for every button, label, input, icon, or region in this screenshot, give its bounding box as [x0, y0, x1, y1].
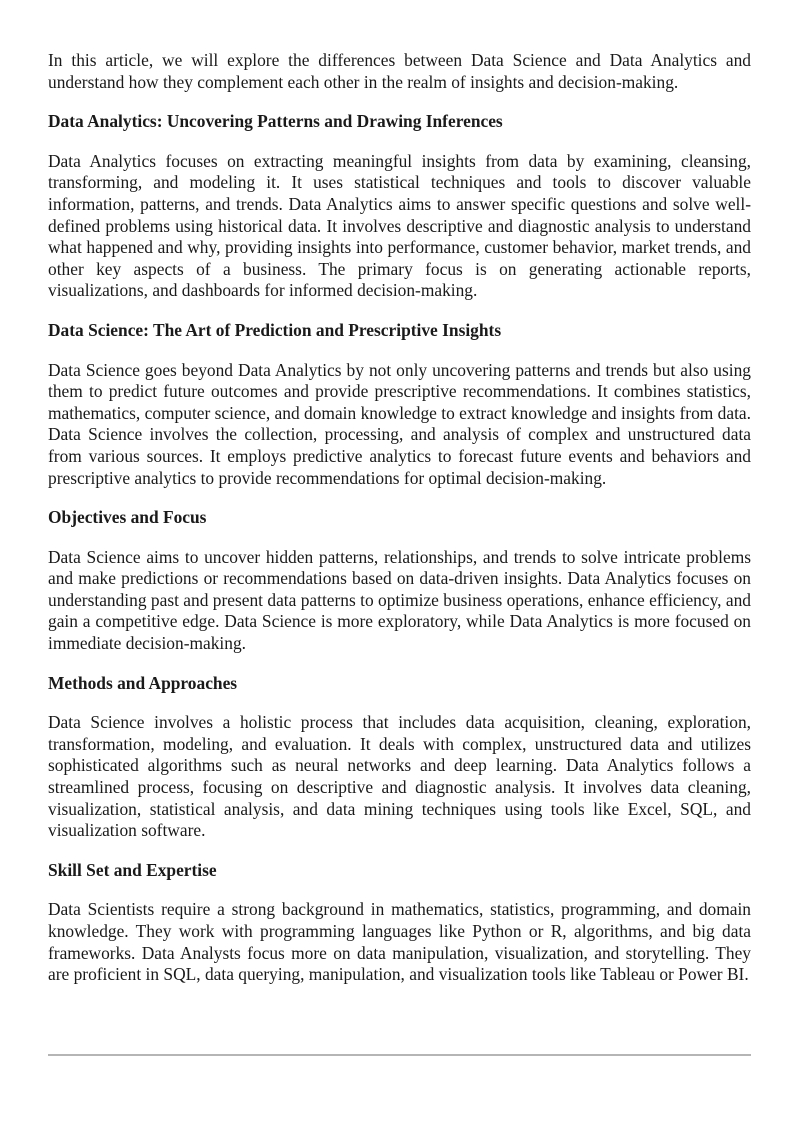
- section-heading: Skill Set and Expertise: [48, 859, 217, 880]
- article-page: [48, 50, 751, 986]
- section-heading: Methods and Approaches: [48, 672, 238, 693]
- horizontal-divider: [48, 1054, 751, 1056]
- section-body: Data Scientists require a strong background in mathematics, statistics, programming, and domain knowledge. They work with programming languages like Python or R, algorithms, and big data frameworks. Data Analysts focus more on data manipulation, visualization, and storytelling. They are proficient in SQL, data querying, manipulation, and visualization tools like Tableau or Power BI.: [48, 899, 751, 985]
- section-objectives: [48, 507, 751, 655]
- section-heading: Objectives and Focus: [48, 507, 207, 528]
- section-body: Data Science aims to uncover hidden patterns, relationships, and trends to solve intricate problems and make predictions or recommendations based on data-driven insights. Data Analytics focuses on understanding past and present data patterns to optimize business operations, enhance efficiency, and gain a competitive edge. Data Science is more exploratory, while Data Analytics is more focused on immediate decision-making.: [48, 546, 751, 654]
- section-heading: Data Science: The Art of Prediction and Prescriptive Insights: [48, 319, 502, 340]
- section-body: Data Science goes beyond Data Analytics by not only uncovering patterns and trends but also using them to predict future outcomes and provide prescriptive recommendations. It combines statistics, mathematics, computer science, and domain knowledge to extract knowledge and insights from data. Data Science involves the collection, processing, and analysis of complex and unstructured data from various sources. It employs predictive analytics to forecast future events and behaviors and prescriptive analytics to provide recommendations for optimal decision-making.: [48, 359, 751, 488]
- section-data-analytics: [48, 111, 751, 302]
- section-body: Data Analytics focuses on extracting meaningful insights from data by examining, cleansing, transforming, and modeling it. It uses statistical techniques and tools to discover valuable information, patterns, and trends. Data Analytics aims to answer specific questions and solve well-defined problems using historical data. It involves descriptive and diagnostic analysis to understand what happened and why, providing insights into performance, customer behavior, market trends, and other key aspects of a business. The primary focus is on generating actionable reports, visualizations, and dashboards for informed decision-making.: [48, 150, 751, 301]
- section-data-science: [48, 320, 751, 489]
- section-skills: [48, 860, 751, 986]
- intro-paragraph: In this article, we will explore the differences between Data Science and Data Analytics and understand how they complement each other in the realm of insights and decision-making.: [48, 50, 751, 92]
- section-methods: [48, 673, 751, 842]
- section-heading: Data Analytics: Uncovering Patterns and Drawing Inferences: [48, 111, 503, 132]
- section-body: Data Science involves a holistic process that includes data acquisition, cleaning, exploration, transformation, modeling, and evaluation. It deals with complex, unstructured data and utilizes sophisticated algorithms such as neural networks and deep learning. Data Analytics follows a streamlined process, focusing on descriptive and diagnostic analysis. It involves data cleaning, visualization, statistical analysis, and data mining techniques using tools like Excel, SQL, and visualization software.: [48, 712, 751, 841]
